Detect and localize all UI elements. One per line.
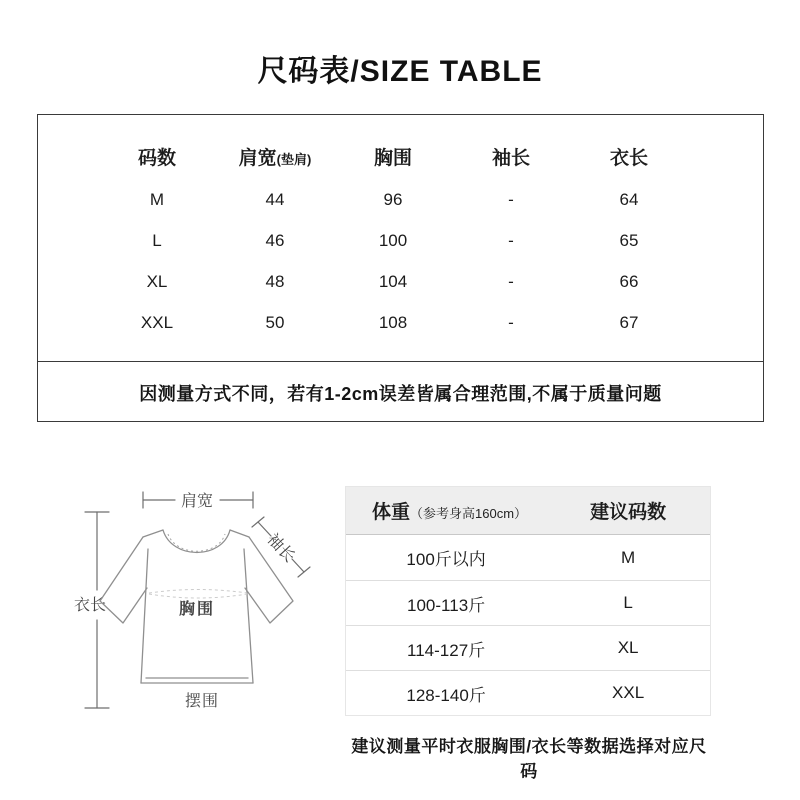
- suggested-size-cell: XL: [617, 638, 639, 657]
- tshirt-measurement-diagram: [52, 452, 342, 752]
- bust-cell: 100: [378, 230, 408, 250]
- tshirt-diagram-svg: [52, 452, 342, 752]
- weight-range-cell: 100斤以内: [406, 550, 486, 569]
- size-row-xxl: [38, 302, 763, 343]
- suggested-size-cell: XXL: [612, 683, 645, 702]
- size-cell: XXL: [140, 312, 174, 332]
- col-header-sleeve: 袖长: [491, 147, 530, 169]
- size-row-l: [38, 220, 763, 261]
- weight-range-cell: 114-127斤: [407, 640, 486, 660]
- sleeve-cell: -: [508, 189, 514, 209]
- length-cell: 64: [619, 189, 639, 209]
- measurement-disclaimer: 因测量方式不同，若有1-2cm误差皆属合理范围,不属于质量问题: [139, 383, 662, 404]
- size-cell: XL: [146, 271, 168, 291]
- shoulder-cell: 46: [265, 230, 285, 250]
- page-title: 尺码表/SIZE TABLE: [257, 55, 543, 88]
- sleeve-cell: -: [508, 230, 514, 250]
- weight-range-cell: 128-140斤: [406, 685, 486, 705]
- col-header-shoulder: 肩宽(垫肩): [238, 147, 312, 169]
- suggested-size-cell: L: [623, 593, 633, 612]
- sleeve-label: 袖长: [263, 530, 298, 566]
- weight-row-xl: [346, 625, 710, 670]
- bust-cell: 96: [383, 189, 403, 209]
- size-table-header-row: [38, 133, 763, 179]
- shoulder-cell: 48: [265, 271, 285, 291]
- length-cell: 67: [619, 312, 639, 332]
- col-header-shoulder-sub: (垫肩): [276, 151, 312, 167]
- bust-cell: 108: [378, 312, 408, 332]
- shoulder-cell: 50: [265, 312, 285, 332]
- weight-table-header: [346, 487, 710, 535]
- size-cell: M: [149, 189, 165, 209]
- length-cell: 65: [619, 230, 639, 250]
- size-cell: L: [152, 230, 162, 250]
- weight-row-m: [346, 535, 710, 580]
- weight-header-cell: 体重（参考身高160cm）: [372, 502, 528, 523]
- col-header-bust: 胸围: [373, 147, 412, 169]
- length-cell: 66: [619, 271, 639, 291]
- weight-recommendation-table: [345, 486, 711, 716]
- suggested-size-cell: M: [621, 547, 636, 567]
- size-row-m: [38, 179, 763, 220]
- col-header-length: 衣长: [609, 147, 648, 169]
- size-table: [37, 114, 764, 422]
- size-row-xl: [38, 261, 763, 302]
- bust-label: 胸围: [178, 601, 216, 618]
- col-header-size: 码数: [137, 147, 176, 169]
- sleeve-cell: -: [508, 271, 514, 291]
- shoulder-cell: 44: [265, 189, 285, 209]
- shoulder-label: 肩宽: [180, 493, 214, 510]
- weight-row-xxl: [346, 670, 710, 715]
- weight-header-sub: （参考身高160cm）: [410, 506, 528, 521]
- chest-dashed-line: [149, 590, 247, 599]
- sizing-advice-note: 建议测量平时衣服胸围/衣长等数据选择对应尺码: [351, 737, 707, 781]
- bust-cell: 104: [378, 271, 408, 291]
- length-label: 衣长: [73, 597, 107, 614]
- weight-range-cell: 100-113斤: [407, 595, 486, 615]
- sleeve-cell: -: [508, 312, 514, 332]
- weight-row-l: [346, 580, 710, 625]
- hem-label: 摆围: [184, 693, 220, 710]
- suggested-size-header-cell: 建议码数: [590, 502, 667, 523]
